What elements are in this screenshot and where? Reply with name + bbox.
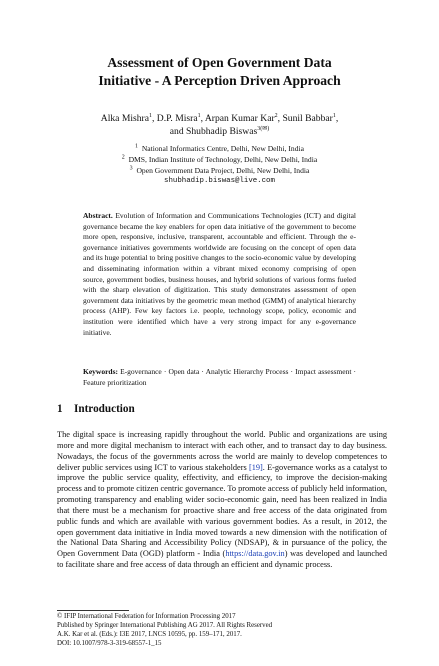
- author-name: Sunil Babbar: [282, 113, 333, 124]
- affiliation-text: Open Government Data Project, Delhi, New Delhi, India: [136, 166, 310, 175]
- body-text: ) was developed and launched to facilitate share and free access of data through an efficient and dynamic process.: [57, 549, 387, 570]
- keyword-item: E-governance: [120, 367, 162, 376]
- keyword-separator: ·: [351, 367, 356, 376]
- copyright-line: © IFIP International Federation for Information Processing 2017: [57, 613, 236, 620]
- author-affil-mark: 1: [149, 112, 152, 119]
- author-affil-mark: 2: [274, 112, 278, 119]
- keyword-item: Impact assessment: [295, 367, 352, 376]
- author-name: D.P. Misra: [156, 113, 198, 124]
- author-name: Arpan Kumar Kar: [204, 113, 275, 124]
- keyword-separator: ·: [288, 367, 296, 376]
- affiliation-item: [40, 165, 399, 176]
- keywords-label: Keywords:: [83, 367, 118, 376]
- author-affil-mark: 3(✉): [257, 125, 270, 132]
- author-email[interactable]: shubhadip.biswas@live.com: [164, 177, 275, 185]
- proceedings-line: A.K. Kar et al. (Eds.): I3E 2017, LNCS 10595, pp. 159–171, 2017.: [57, 630, 242, 638]
- url-link[interactable]: https://data.gov.in: [225, 549, 285, 559]
- keyword-item: Feature prioritization: [83, 377, 147, 387]
- abstract-label: Abstract.: [83, 211, 113, 220]
- abstract: [83, 211, 356, 338]
- author-affil-mark: 1: [197, 112, 201, 119]
- doi-line[interactable]: DOI: 10.1007/978-3-319-68557-1_15: [57, 639, 162, 647]
- affiliation-item: [40, 154, 399, 165]
- section-heading: [57, 402, 387, 416]
- affiliation-number: 2: [121, 154, 125, 161]
- affiliation-number: 3: [129, 165, 133, 172]
- copyright-footer: [57, 613, 387, 649]
- affiliation-list: [40, 143, 399, 187]
- author-conjunction: and: [169, 125, 187, 137]
- section-title: Introduction: [74, 403, 135, 415]
- author-name: Alka Mishra: [100, 113, 149, 124]
- paper-title: [40, 54, 399, 90]
- affiliation-text: DMS, Indian Institute of Technology, Delhi, New Delhi, India: [128, 155, 318, 164]
- body-text: . E-governance works as a catalyst to improve the public service quality, effectivity, and efficiency, to improve the decision-making process and to promote citizen centric governance. To promote access of publicly held information, promoting transparency and enabling wider socio-economic gain, need has been realized in India that there must be a mechanism for proactive share and free access of the data originated from public funds and which are available with various government bodies. As a result, in 2012, the open government data initiative in India moved towards a new dimension with the notification of the National Data Sharing and Accessibility Policy (NDSAP), & in pursuance of the policy, the Open Government Data (OGD) platform - India (: [57, 462, 387, 559]
- author-affil-mark: 1: [332, 112, 336, 119]
- keyword-separator: ·: [161, 367, 169, 376]
- affiliation-item: [40, 143, 399, 154]
- keywords: [83, 367, 356, 388]
- section-number: 1: [57, 403, 63, 415]
- citation-link[interactable]: [19]: [248, 462, 263, 472]
- title-line-1: Assessment of Open Government Data: [107, 55, 332, 70]
- keyword-item: Open data: [168, 367, 200, 376]
- affiliation-number: 1: [135, 143, 139, 150]
- keyword-separator: ·: [199, 367, 206, 376]
- body-text: The digital space is increasing rapidly throughout the world. Public and organizations are using more and more digital mechanism to interact with each other, and to transact day to day business. Nowadays, the focus of the governments across the world are mainly to develop competences to deliver public services using ICT to various stakeholders: [57, 430, 387, 472]
- author-list: Alka Mishra$^1$, D.P. Misra$^1$, Arpan Kumar Kar$^2$, Sunil Babbar$^1$, and Shubhadip Biswas$^{3(✉)}$: [100, 112, 339, 137]
- abstract-text: Evolution of Information and Communications Technologies (ICT) and digital governance became the key enablers for open data initiative of the government to become more open, responsive, inclusive, transparent, accountable and efficient. Through the e-governance initiatives governments worldwide are focusing on the concept of open data and its huge potential to bring positive changes to the socio-economic value by developing and disseminating information within a vibrant mixed economy comprising of open source, government bodies, business houses, and hybrid solutions of various forms fueled with the sharp elevation of digitization. This study demonstrates assessment of open government data initiatives by the geometric mean method (GMM) of analytical hierarchy process (AHP). Few key factors i.e. people, technology scope, policy, economic and institution were identified which have a very strong impact for any e-governance initiative.: [83, 211, 357, 337]
- author-name: Shubhadip Biswas: [186, 125, 258, 137]
- footnote-divider: [57, 610, 129, 611]
- publisher-line: Published by Springer International Publishing AG 2017. All Rights Reserved: [57, 621, 273, 629]
- keyword-item: Analytic Hierarchy Process: [205, 367, 289, 376]
- body-paragraph: [57, 430, 387, 571]
- title-line-2: Initiative - A Perception Driven Approach: [98, 73, 341, 88]
- affiliation-text: National Informatics Centre, Delhi, New Delhi, India: [141, 144, 304, 153]
